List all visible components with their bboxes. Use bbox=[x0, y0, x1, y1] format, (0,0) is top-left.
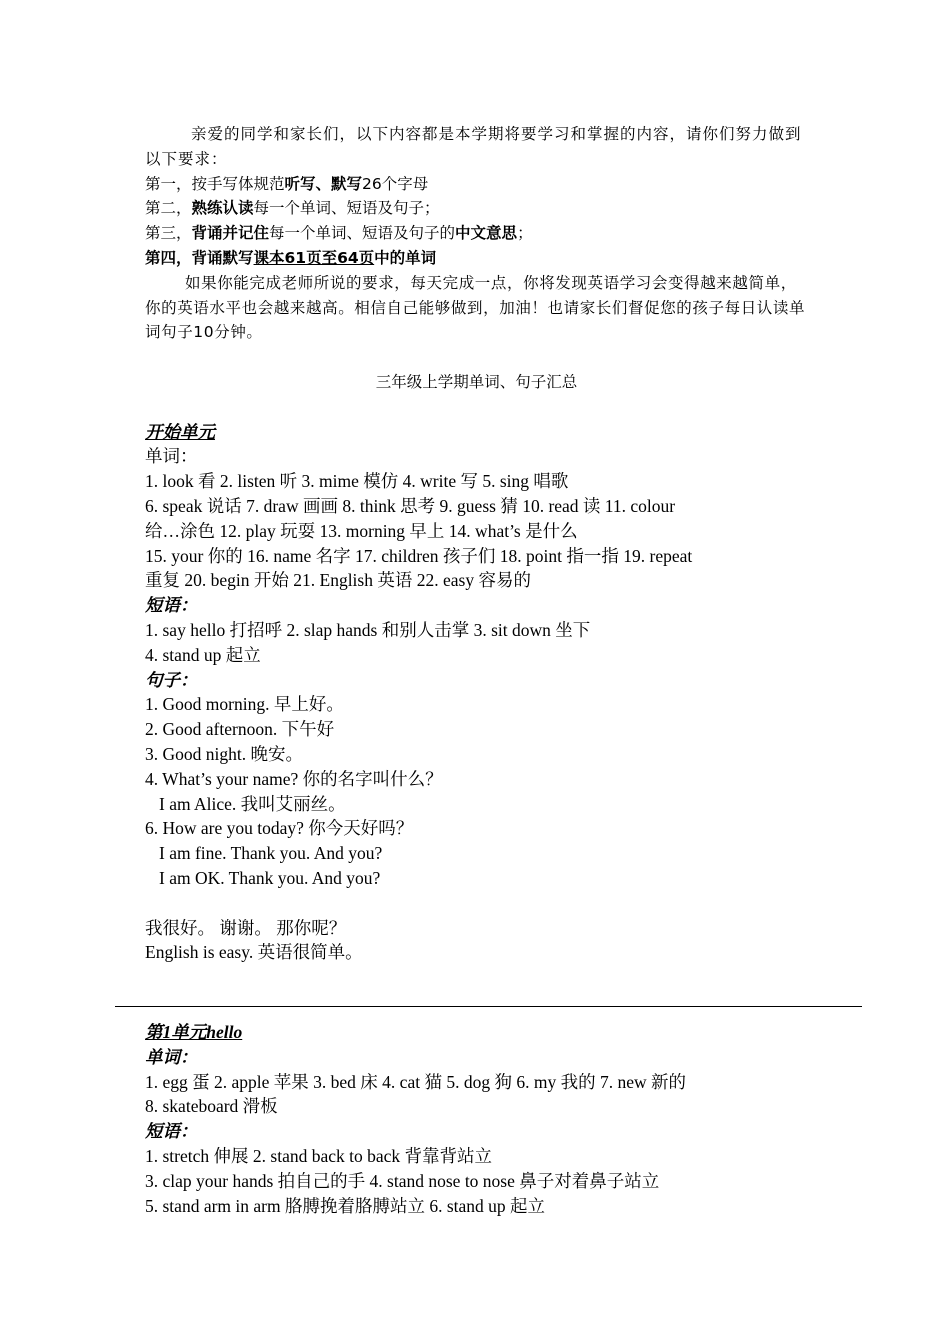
section-divider bbox=[115, 1006, 862, 1007]
requirement-2: 第二，熟练认读每一个单词、短语及句子； bbox=[145, 199, 440, 218]
sentence-line: I am Alice. 我叫艾丽丝。 bbox=[159, 793, 346, 814]
requirement-3: 第三，背诵并记住每一个单词、短语及句子的中文意思； bbox=[145, 224, 533, 243]
sentence-line: I am fine. Thank you. And you? bbox=[159, 843, 383, 864]
unit1-section bbox=[145, 1020, 808, 1218]
sentence-line: 1. Good morning. 早上好。 bbox=[145, 694, 344, 715]
word-list-line: 1. look 看 2. listen 听 3. mime 模仿 4. write 写 5. sing 唱歌 bbox=[145, 471, 569, 492]
requirement-1: 第一，按手写体规范听写、默写26个字母 bbox=[145, 174, 429, 193]
phrase-list-line: 1. stretch 伸展 2. stand back to back 背靠背站立 bbox=[145, 1145, 493, 1166]
unit1-heading: 第1单元hello bbox=[145, 1022, 243, 1042]
word-list-line: 给…涂色 12. play 玩耍 13. morning 早上 14. what’s 是什么 bbox=[145, 520, 578, 541]
sentence-line: I am OK. Thank you. And you? bbox=[159, 867, 381, 888]
document-title: 三年级上学期单词、句子汇总 bbox=[375, 372, 578, 391]
words-label: 单词： bbox=[145, 1046, 198, 1067]
sentence-line: 2. Good afternoon. 下午好 bbox=[145, 719, 335, 740]
word-list-line: 8. skateboard 滑板 bbox=[145, 1096, 278, 1117]
word-list-line: 6. speak 说话 7. draw 画画 8. think 思考 9. guess 猜 10. read 读 11. colour bbox=[145, 495, 676, 516]
phrase-list-line: 4. stand up 起立 bbox=[145, 644, 261, 665]
phrases-label: 短语： bbox=[145, 1121, 198, 1142]
words-label: 单词： bbox=[145, 446, 198, 467]
intro-greeting: 亲爱的同学和家长们，以下内容都是本学期将要学习和掌握的内容，请你们努力做到以下要求： bbox=[145, 125, 802, 168]
start-unit-heading: 开始单元 bbox=[145, 421, 215, 442]
phrases-label: 短语： bbox=[145, 595, 198, 616]
sentence-line: 4. What’s your name? 你的名字叫什么？ bbox=[145, 768, 443, 789]
word-list-line: 1. egg 蛋 2. apple 苹果 3. bed 床 4. cat 猫 5. dog 狗 6. my 我的 7. new 新的 bbox=[145, 1071, 686, 1092]
phrase-list-line: 3. clap your hands 拍自己的手 4. stand nose to nose 鼻子对着鼻子站立 bbox=[145, 1170, 660, 1191]
sentence-line: 我很好。 谢谢。 那你呢？ bbox=[145, 917, 347, 938]
document-body bbox=[145, 122, 808, 965]
phrase-list-line: 1. say hello 打招呼 2. slap hands 和别人击掌 3. sit down 坐下 bbox=[145, 619, 591, 640]
requirement-4: 第四，背诵默写课本61页至64页中的单词 bbox=[145, 248, 437, 267]
word-list-line: 15. your 你的 16. name 名字 17. children 孩子们 18. point 指一指 19. repeat bbox=[145, 545, 693, 566]
intro-encouragement: 如果你能完成老师所说的要求，每天完成一点，你将发现英语学习会变得越来越简单，你的英语水平也会越来越高。相信自己能够做到，加油！也请家长们督促您的孩子每日认读单词句子10分钟。 bbox=[145, 273, 806, 342]
word-list-line: 重复 20. begin 开始 21. English 英语 22. easy 容易的 bbox=[145, 570, 531, 591]
sentences-label: 句子： bbox=[145, 669, 198, 690]
sentence-line: 3. Good night. 晚安。 bbox=[145, 743, 303, 764]
sentence-line: English is easy. 英语很简单。 bbox=[145, 942, 363, 963]
phrase-list-line: 5. stand arm in arm 胳膊挽着胳膊站立 6. stand up 起立 bbox=[145, 1195, 546, 1216]
sentence-line: 6. How are you today? 你今天好吗？ bbox=[145, 818, 414, 839]
